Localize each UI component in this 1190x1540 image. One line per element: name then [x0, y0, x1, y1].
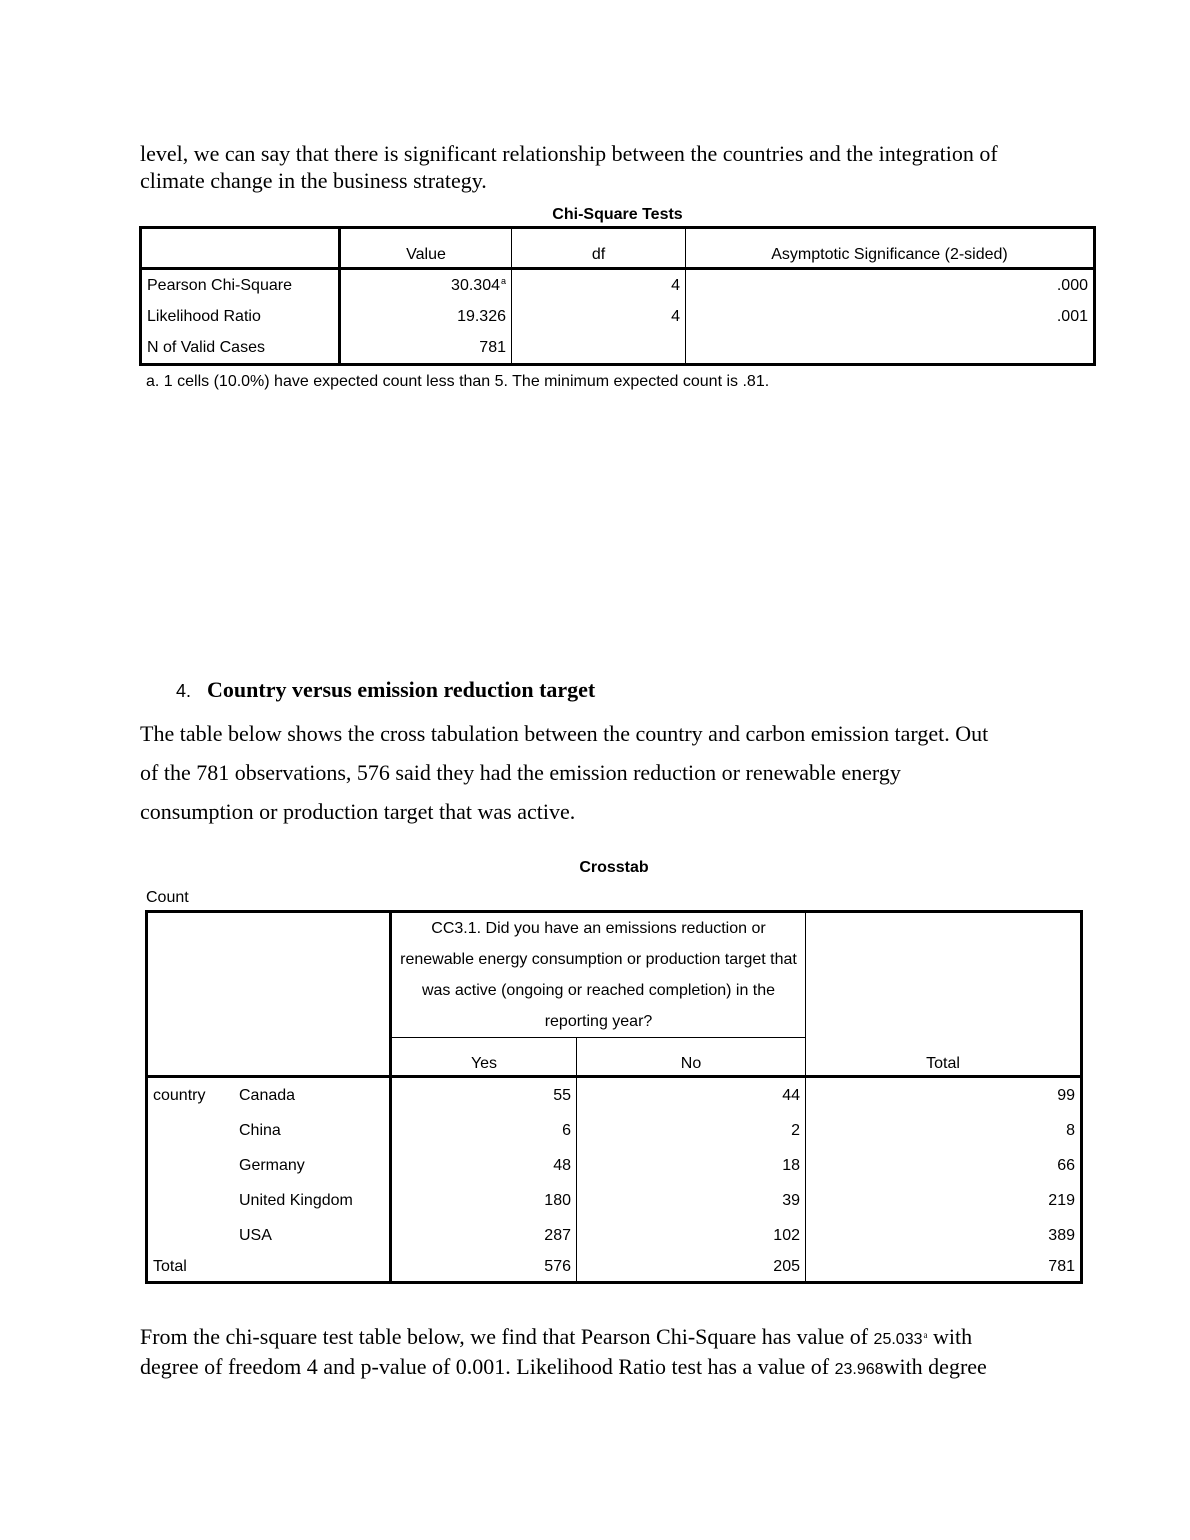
total-label: Total: [153, 1258, 187, 1275]
cell-yes: 180: [391, 1183, 577, 1218]
cell-no: 44: [577, 1077, 806, 1114]
row-label: Pearson Chi-Square: [141, 269, 340, 302]
section-heading: [176, 677, 595, 703]
section-title: Country versus emission reduction target: [207, 677, 596, 702]
table-row: [147, 1077, 1082, 1114]
cell-no: 2: [577, 1113, 806, 1148]
table-row: [141, 332, 1095, 365]
footnote-marker: a: [500, 276, 506, 286]
row-sig: .001: [1056, 307, 1088, 325]
crosstab-title: Crosstab: [579, 859, 649, 876]
table-row: [141, 301, 1095, 332]
cell-total: 66: [1057, 1156, 1075, 1174]
paragraph-line: of the 781 observations, 576 said they had the emission reduction or renewable energy: [140, 760, 901, 785]
row-label: Canada: [234, 1077, 391, 1114]
cell-yes: 6: [391, 1113, 577, 1148]
row-variable-label: country: [153, 1086, 206, 1104]
cell-yes: 48: [391, 1148, 577, 1183]
chi-square-table: [139, 226, 1096, 366]
cell-total: 389: [1048, 1226, 1075, 1244]
chi-square-title: Chi-Square Tests: [552, 206, 683, 223]
row-label: N of Valid Cases: [141, 332, 340, 365]
cell-yes: 55: [391, 1077, 577, 1114]
row-label: China: [234, 1113, 391, 1148]
cell-yes: 287: [391, 1218, 577, 1253]
crosstab-question: CC3.1. Did you have an emissions reduction or renewable energy consumption or production target that was active (ongoing or reached completion) in the reporting year?: [391, 912, 806, 1038]
header-total: Total: [806, 912, 1082, 1077]
closing-line-2: degree of freedom 4 and p-value of 0.001. Likelihood Ratio test has a value of 23.968with degree: [140, 1354, 987, 1379]
table-row: [147, 1218, 1082, 1253]
total-yes: 576: [391, 1253, 577, 1283]
row-sig: .000: [1056, 276, 1088, 294]
table-row: [147, 1148, 1082, 1183]
row-value: 781: [340, 332, 512, 365]
header-empty: [234, 912, 391, 1077]
row-df: [512, 332, 686, 365]
total-total: 781: [1048, 1258, 1075, 1275]
header-empty: [147, 912, 235, 1077]
cell-no: 102: [577, 1218, 806, 1253]
table-row: [141, 269, 1095, 302]
header-df: df: [512, 228, 686, 269]
header-yes: Yes: [391, 1038, 577, 1077]
closing-paragraph: [140, 1322, 987, 1383]
closing-line-1: From the chi-square test table below, we find that Pearson Chi-Square has value of 25.033$^a$ with: [140, 1324, 973, 1349]
crosstab-count-label: Count: [146, 889, 189, 906]
cell-no: 18: [577, 1148, 806, 1183]
table-row: [147, 1183, 1082, 1218]
row-label: United Kingdom: [234, 1183, 391, 1218]
crosstab-question-row: [147, 912, 1082, 1038]
cell-total: 99: [1057, 1086, 1075, 1104]
row-label: Germany: [234, 1148, 391, 1183]
table-header-row: [141, 228, 1095, 269]
cell-total: 8: [1066, 1121, 1075, 1139]
chi-square-footnote: a. 1 cells (10.0%) have expected count less than 5. The minimum expected count is .81.: [146, 373, 770, 390]
row-value: 30.304$^a$: [340, 269, 512, 302]
table-row: [147, 1113, 1082, 1148]
row-sig: [686, 332, 1095, 365]
total-no: 205: [577, 1253, 806, 1283]
section-paragraph: [140, 714, 988, 831]
table-total-row: [147, 1253, 1082, 1283]
cell-total: 219: [1048, 1191, 1075, 1209]
header-empty: [141, 228, 340, 269]
crosstab-table: [145, 910, 1083, 1284]
paragraph-line: consumption or production target that was active.: [140, 799, 576, 824]
header-no: No: [577, 1038, 806, 1077]
header-value: Value: [340, 228, 512, 269]
row-label: USA: [234, 1218, 391, 1253]
section-number: 4.: [176, 681, 192, 701]
paragraph-line: The table below shows the cross tabulation between the country and carbon emission target. Out: [140, 721, 989, 746]
cell-no: 39: [577, 1183, 806, 1218]
header-significance: Asymptotic Significance (2-sided): [686, 228, 1095, 269]
row-value: 19.326: [340, 301, 512, 332]
row-label: Likelihood Ratio: [141, 301, 340, 332]
intro-paragraph: level, we can say that there is significant relationship between the countries and the integration of climate change in the business strategy.: [140, 141, 998, 193]
row-df: 4: [512, 269, 686, 302]
row-df: 4: [512, 301, 686, 332]
